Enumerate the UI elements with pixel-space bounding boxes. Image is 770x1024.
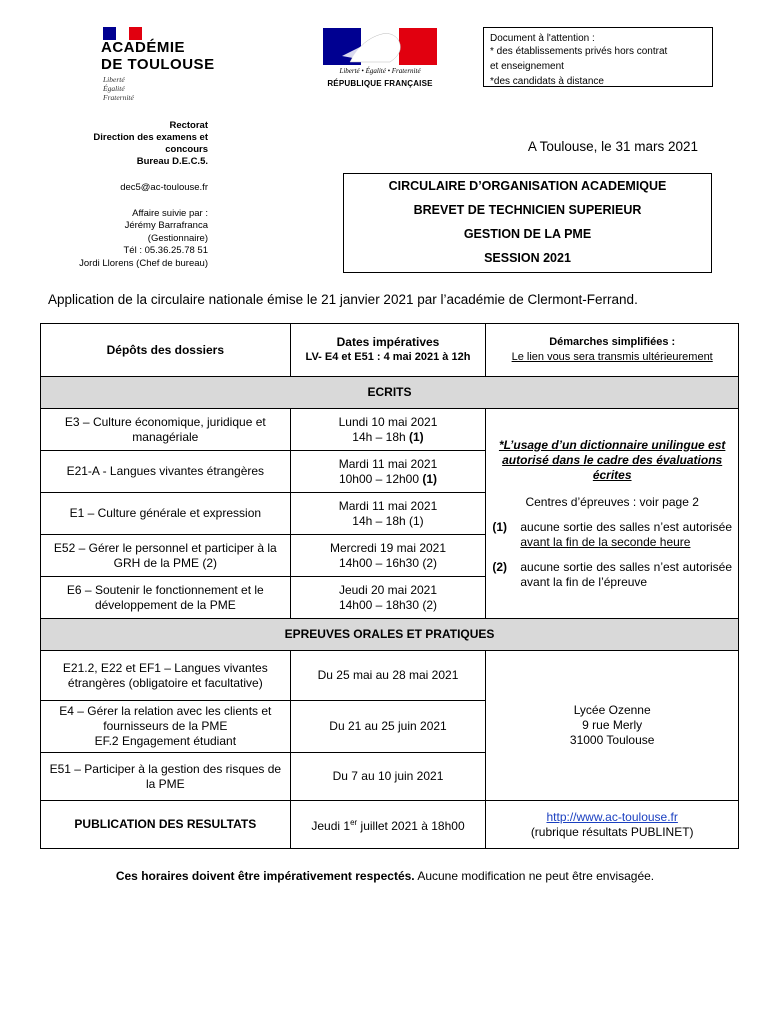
note-item-2: (2) aucune sortie des salles n’est autorisée avant la fin de l’épreuve [492, 559, 732, 589]
table-row [41, 409, 739, 451]
sender-phone: Tél : 05.36.25.78 51 [123, 245, 208, 256]
sender-name: Jérémy Barrafranca [124, 220, 208, 231]
title-line: BREVET DE TECHNICIEN SUPERIEUR [413, 203, 642, 217]
lieu-cell [486, 651, 739, 801]
lieu-line: Lycée Ozenne [573, 703, 651, 717]
section-ecrits-label: ECRITS [41, 377, 739, 409]
sender-role: (Gestionnaire) [147, 233, 208, 244]
epreuve-cell: E1 – Culture générale et expression [41, 493, 291, 535]
sender-affaire: Affaire suivie par : [132, 208, 208, 219]
dictionary-note: *L’usage d’un dictionnaire unilingue est autorisé dans le cadre des évaluations écrites [498, 437, 726, 482]
footer-note [0, 869, 770, 883]
section-oraux-label: EPREUVES ORALES ET PRATIQUES [41, 619, 739, 651]
attention-lines [490, 44, 667, 89]
attention-line: Document à l'attention : [490, 33, 595, 44]
attention-line: et enseignement [490, 61, 564, 72]
note-item-1: (1) aucune sortie des salles n’est autorisée avant la fin de la seconde heure [492, 519, 732, 549]
section-row-oraux [41, 619, 739, 651]
header-dates [290, 324, 486, 377]
publication-link-cell [486, 801, 739, 849]
academie-name-line1: ACADÉMIE [101, 39, 186, 56]
academie-name-line2: DE TOULOUSE [101, 56, 215, 73]
title-line: SESSION 2021 [484, 251, 571, 265]
table-row [41, 651, 739, 701]
date-cell: Du 25 mai au 28 mai 2021 [290, 651, 486, 701]
academie-motto-fraternite: Fraternité [103, 93, 134, 102]
header-dates-sub: LV- E4 et E51 : 4 mai 2021 à 12h [305, 351, 471, 363]
date-text: Lundi 10 mai 2021 [338, 414, 438, 429]
publication-rubrique: (rubrique résultats PUBLINET) [530, 824, 694, 839]
date-line: A Toulouse, le 31 mars 2021 [527, 139, 698, 154]
exam-schedule-table [40, 323, 739, 849]
footer-bold: Ces horaires doivent être impérativement respectés. [115, 869, 415, 883]
lieu-line: 9 rue Merly [582, 718, 643, 732]
sender-bureau: Bureau D.E.C.5. [136, 156, 208, 167]
sender-direction-2: concours [165, 144, 208, 155]
epreuve-cell: E21.2, E22 et EF1 – Langues vivantes étrangères (obligatoire et facultative) [41, 651, 291, 701]
republique-name: RÉPUBLIQUE FRANÇAISE [327, 79, 433, 88]
academie-motto-liberte: Liberté [103, 75, 125, 84]
date-cell: Mardi 11 mai 2021 10h00 – 12h00 (1) [290, 451, 486, 493]
attention-line: * des établissements privés hors contrat [490, 46, 668, 57]
academie-motto-egalite: Égalité [103, 84, 125, 93]
date-cell [290, 409, 486, 451]
lieu-line: 31000 Toulouse [569, 733, 655, 747]
sender-chef: Jordi Llorens (Chef de bureau) [79, 258, 208, 269]
header-demarches-sub: Le lien vous sera transmis ultérieurement [511, 351, 713, 363]
epreuve-cell: E6 – Soutenir le fonctionnement et le développement de la PME [41, 577, 291, 619]
epreuve-cell: E3 – Culture économique, juridique et managériale [41, 409, 291, 451]
centres-note: Centres d’épreuves : voir page 2 [525, 494, 699, 509]
header-depots: Dépôts des dossiers [41, 324, 291, 377]
ecrits-notes-cell [486, 409, 739, 619]
epreuve-cell: E4 – Gérer la relation avec les clients et fournisseurs de la PME EF.2 Engagement étudiant [41, 701, 291, 753]
header-demarches [486, 324, 739, 377]
publication-row [41, 801, 739, 849]
epreuve-cell: E21-A - Langues vivantes étrangères [41, 451, 291, 493]
date-cell: Jeudi 20 mai 2021 14h00 – 18h30 (2) [290, 577, 486, 619]
title-line: CIRCULAIRE D’ORGANISATION ACADEMIQUE [388, 179, 667, 193]
sender-direction: Direction des examens et [93, 132, 208, 143]
publication-date: Jeudi 1er juillet 2021 à 18h00 [290, 801, 486, 849]
intro-text: Application de la circulaire nationale émise le 21 janvier 2021 par l’académie de Clermont-Ferrand. [48, 292, 638, 307]
title-line: GESTION DE LA PME [463, 227, 592, 241]
header-demarches-title: Démarches simplifiées : [549, 336, 676, 348]
sender-email: dec5@ac-toulouse.fr [120, 182, 208, 193]
publication-label: PUBLICATION DES RESULTATS [41, 801, 291, 849]
epreuve-cell: E52 – Gérer le personnel et participer à la GRH de la PME (2) [41, 535, 291, 577]
footer-normal: Aucune modification ne peut être envisagée. [414, 869, 655, 883]
header-dates-title: Dates impératives [336, 335, 440, 349]
results-link[interactable]: http://www.ac-toulouse.fr [546, 809, 678, 824]
title-box [343, 173, 712, 273]
attention-line: *des candidats à distance [490, 76, 604, 87]
table-header-row [41, 324, 739, 377]
date-cell: Mercredi 19 mai 2021 14h00 – 16h30 (2) [290, 535, 486, 577]
republique-motto: Liberté • Égalité • Fraternité [339, 67, 421, 75]
date-cell: Mardi 11 mai 2021 14h – 18h (1) [290, 493, 486, 535]
epreuve-cell: E51 – Participer à la gestion des risques de la PME [41, 753, 291, 801]
date-cell: Du 21 au 25 juin 2021 [290, 701, 486, 753]
sender-rectorat: Rectorat [169, 120, 208, 131]
time-text: 14h – 18h (1) [352, 429, 424, 444]
date-cell: Du 7 au 10 juin 2021 [290, 753, 486, 801]
section-row-ecrits [41, 377, 739, 409]
